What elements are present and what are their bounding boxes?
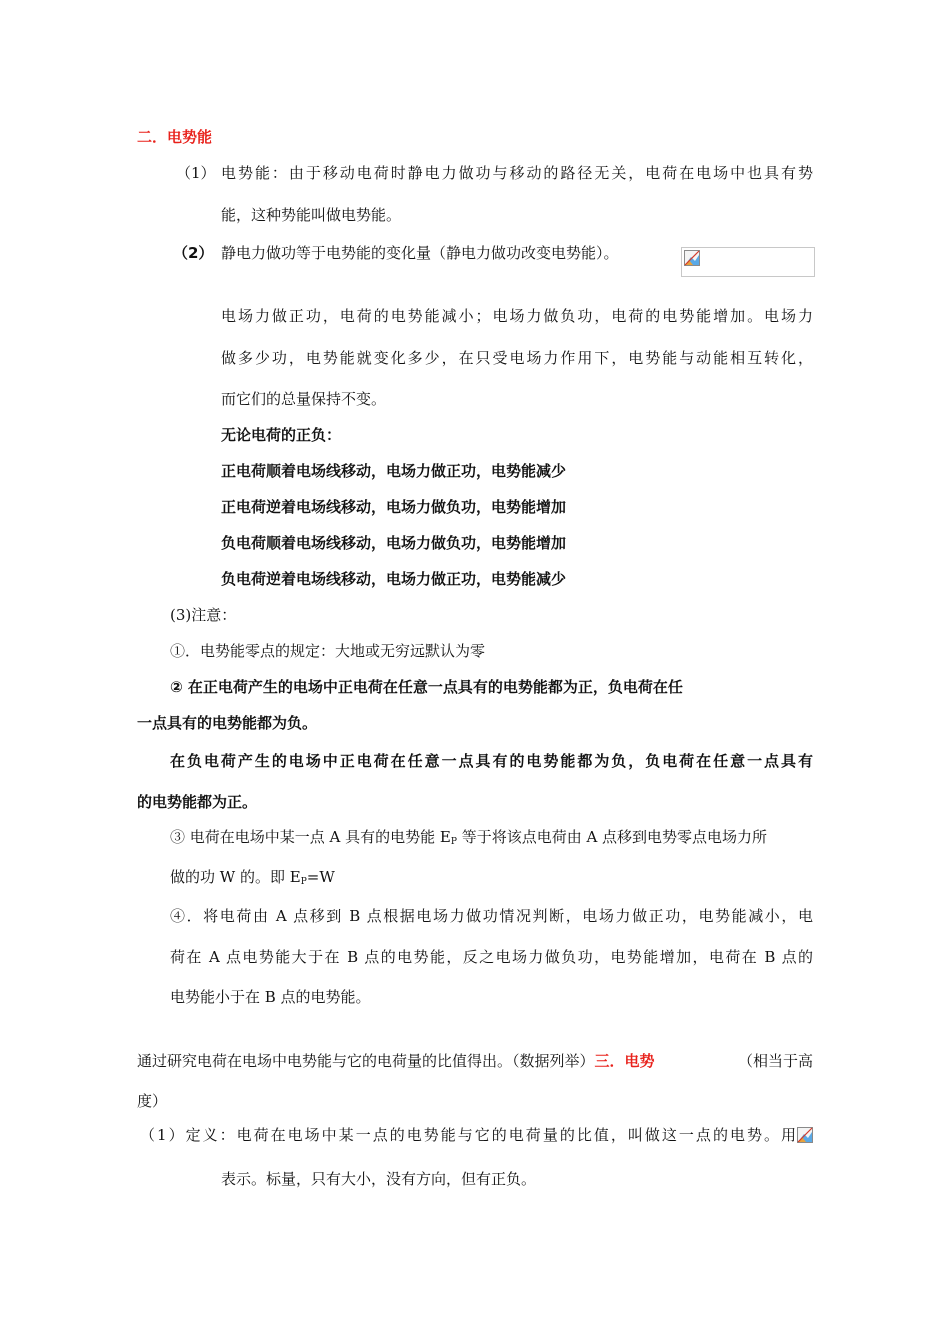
section-heading-electric-potential: 三．电势 <box>594 1052 655 1070</box>
note-1: ①．电势能零点的规定：大地或无穷远默认为零 <box>170 642 486 660</box>
note-4-line3: 电势能小于在 B 点的电势能。 <box>170 988 371 1006</box>
bold-rule-4: 负电荷逆着电场线移动，电场力做正功，电势能减少 <box>221 570 567 588</box>
note-4-line1: ④．将电荷由 A 点移到 B 点根据电场力做功情况判断，电场力做正功，电势能减小，电 <box>170 907 813 925</box>
item2-para-line1: 电场力做正功，电荷的电势能减小；电场力做负功，电荷的电势能增加。电场力 <box>221 307 813 325</box>
bold-rule-3: 负电荷顺着电场线移动，电场力做负功，电势能增加 <box>221 534 567 552</box>
note-2b-line1: 在负电荷产生的电场中正电荷在任意一点具有的电势能都为负，负电荷在任意一点具有 <box>170 752 813 770</box>
section3-item1-line2: 表示。标量，只有大小，没有方向，但有正负。 <box>221 1170 537 1188</box>
note-2b-line2: 的电势能都为正。 <box>137 793 258 811</box>
note-4-line2: 荷在 A 点电势能大于在 B 点的电势能，反之电场力做负功，电势能增加，电荷在 B 点的 <box>170 948 813 966</box>
bold-title: 无论电荷的正负： <box>221 426 342 444</box>
item-number-2: （2） <box>173 244 214 262</box>
note-2-line2: 一点具有的电势能都为负。 <box>137 714 318 732</box>
broken-image-icon <box>684 250 700 266</box>
bold-rule-1: 正电荷顺着电场线移动，电场力做正功，电势能减少 <box>221 462 567 480</box>
item1-line2: 能，这种势能叫做电势能。 <box>221 206 402 224</box>
note-2-line1: ② 在正电荷产生的电场中正电荷在任意一点具有的电势能都为正，负电荷在任 <box>170 678 683 696</box>
item2-para-line2: 做多少功，电势能就变化多少，在只受电场力作用下，电势能与动能相互转化， <box>221 349 813 367</box>
note-3-line2: 做的功 W 的。即 $E_P=W$ <box>170 868 335 887</box>
section-heading-electric-potential-energy: 二．电势能 <box>137 128 213 146</box>
section3-intro-line: 通过研究电荷在电场中电势能与它的电荷量的比值得出。（数据列举）三．电势 （相当于高 <box>137 1052 813 1070</box>
item-number-1: （1） <box>176 164 216 182</box>
broken-image-icon <box>797 1127 813 1143</box>
section3-item1-line1: （1）定义：电荷在电场中某一点的电势能与它的电荷量的比值，叫做这一点的电势。用 <box>140 1126 796 1144</box>
item3-label: (3)注意： <box>170 606 237 624</box>
section3-aside-cont: 度） <box>137 1092 168 1110</box>
item1-line1: 电势能：由于移动电荷时静电力做功与移动的路径无关，电荷在电场中也具有势 <box>221 164 813 182</box>
item2-para-line3: 而它们的总量保持不变。 <box>221 390 387 408</box>
note-3-line1: ③ 电荷在电场中某一点 A 具有的电势能 $E_P$ 等于将该点电荷由 A 点移到电势零点电场力所 <box>170 828 768 847</box>
item2-line1: 静电力做功等于电势能的变化量（静电力做功改变电势能）。 <box>221 244 619 262</box>
image-placeholder <box>681 247 815 277</box>
bold-rule-2: 正电荷逆着电场线移动，电场力做负功，电势能增加 <box>221 498 567 516</box>
